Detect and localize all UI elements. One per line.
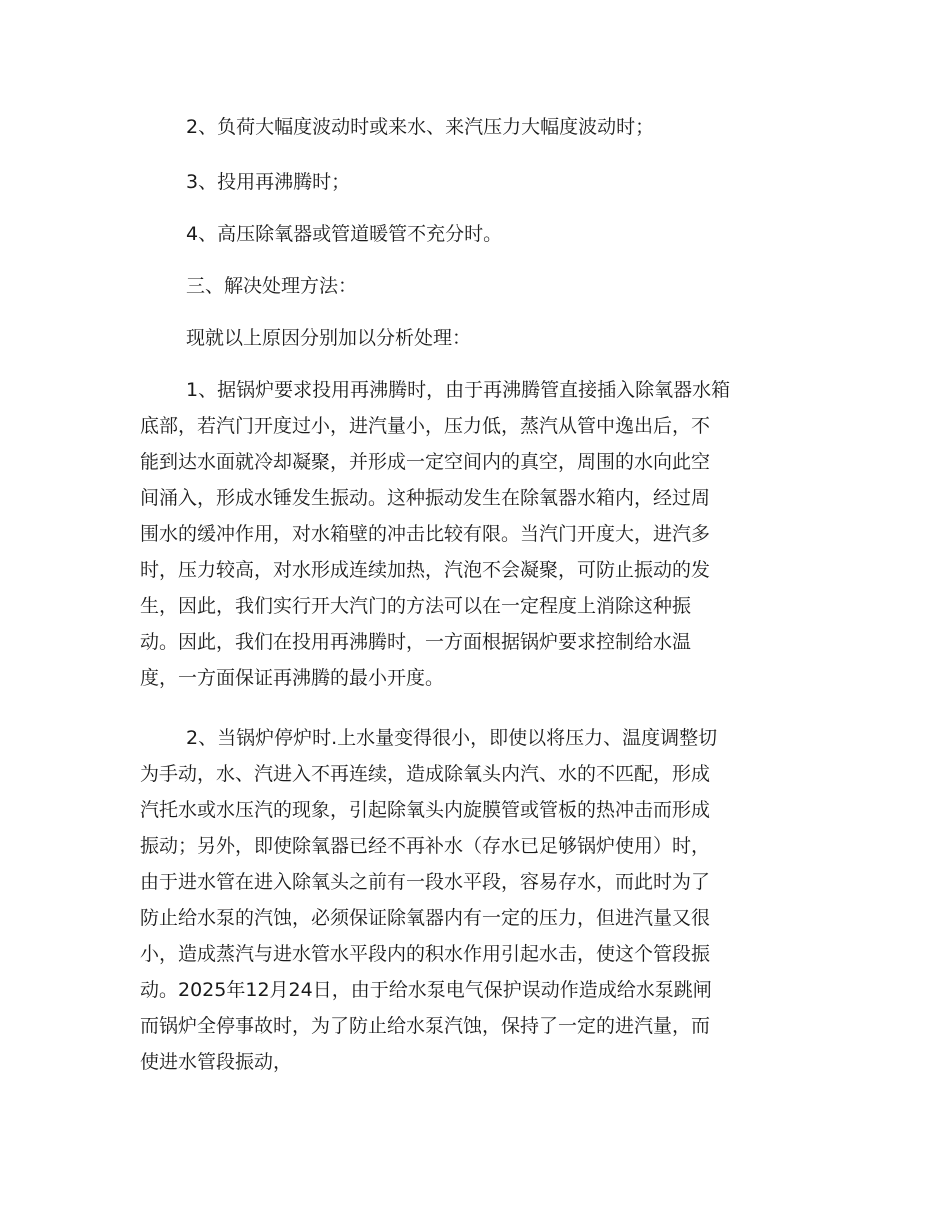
text-line: 间涌入，形成水锤发生振动。这种振动发生在除氧器水箱内，经过周 [140, 487, 711, 509]
text-line: 度，一方面保证再沸腾的最小开度。 [140, 667, 445, 689]
text-line: 由于进水管在进入除氧头之前有一段水平段，容易存水，而此时为了 [140, 871, 711, 893]
text-line: 1、据锅炉要求投用再沸腾时，由于再沸腾管直接插入除氧器水箱 [186, 379, 731, 401]
text-line: 为手动，水、汽进入不再连续，造成除氧头内汽、水的不匹配，形成 [140, 763, 711, 785]
text-line: 动。2025年12月24日，由于给水泵电气保护误动作造成给水泵跳闸 [140, 979, 712, 1001]
text-line: 小，造成蒸汽与进水管水平段内的积水作用引起水击，使这个管段振 [140, 943, 711, 965]
text-line: 而锅炉全停事故时，为了防止给水泵汽蚀，保持了一定的进汽量，而 [140, 1015, 711, 1037]
text-line: 2、负荷大幅度波动时或来水、来汽压力大幅度波动时； [186, 116, 655, 138]
text-line: 能到达水面就冷却凝聚，并形成一定空间内的真空，周围的水向此空 [140, 451, 711, 473]
text-line: 3、投用再沸腾时； [186, 171, 351, 193]
section-heading: 三、解决处理方法： [186, 275, 358, 297]
text-line: 使进水管段振动， [140, 1051, 293, 1073]
text-line: 4、高压除氧器或管道暖管不充分时。 [186, 223, 503, 245]
text-line: 时，压力较高，对水形成连续加热，汽泡不会凝聚，可防止振动的发 [140, 559, 711, 581]
text-line: 汽托水或水压汽的现象，引起除氧头内旋膜管或管板的热冲击而形成 [140, 799, 711, 821]
text-line: 防止给水泵的汽蚀，必须保证除氧器内有一定的压力，但进汽量又很 [140, 907, 711, 929]
text-line: 底部，若汽门开度过小，进汽量小，压力低，蒸汽从管中逸出后，不 [140, 415, 711, 437]
text-line: 动。因此，我们在投用再沸腾时，一方面根据锅炉要求控制给水温 [140, 631, 692, 653]
text-line: 2、当锅炉停炉时.上水量变得很小，即使以将压力、温度调整切 [186, 727, 718, 749]
text-line: 生，因此，我们实行开大汽门的方法可以在一定程度上消除这种振 [140, 595, 692, 617]
text-line: 现就以上原因分别加以分析处理： [186, 327, 472, 349]
text-line: 围水的缓冲作用，对水箱壁的冲击比较有限。当汽门开度大，进汽多 [140, 523, 711, 545]
text-line: 振动；另外，即使除氧器已经不再补水（存水已足够锅炉使用）时， [140, 835, 711, 857]
